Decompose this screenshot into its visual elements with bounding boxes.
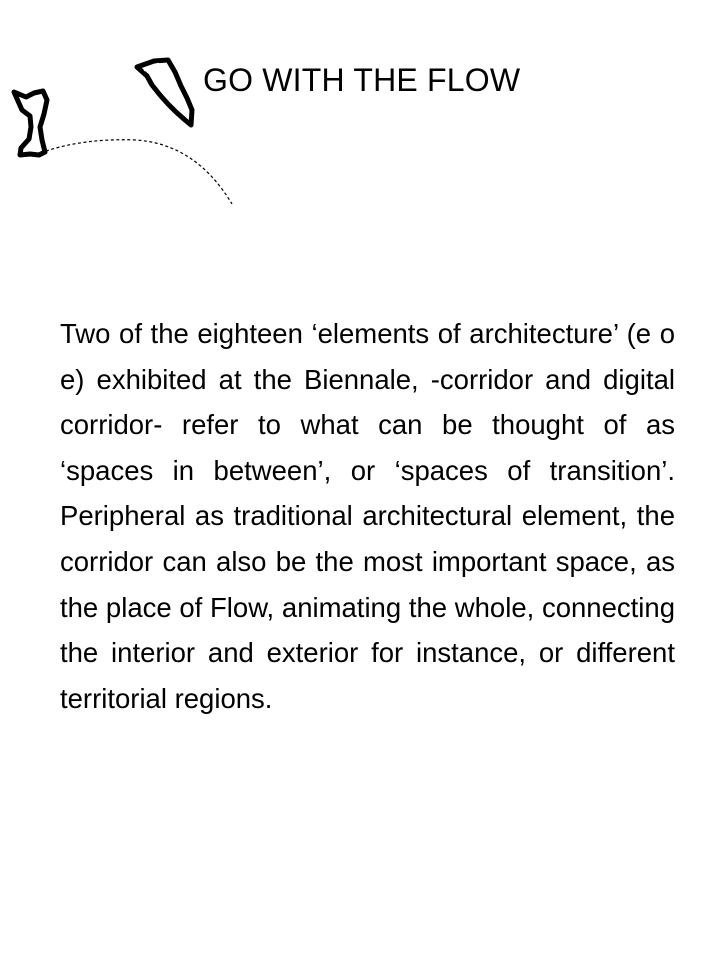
body-paragraph: Two of the eighteen ‘elements of architecture’ (e o e) exhibited at the Biennale, -corridor and digital corridor- refer to what can be thought of as ‘spaces in between’, or ‘spaces of transition’. Peripheral as traditional architectural element, the corridor can also be the most important space, as the place of Flow, animating the whole, connecting the interior and exterior for instance, or different territorial regions. [60, 318, 675, 714]
flow-path-icon [46, 140, 232, 204]
page-title: GO WITH THE FLOW [203, 62, 521, 98]
footprint-icon-left [14, 91, 47, 155]
footprint-icon-right [137, 60, 192, 125]
decorative-graphic [0, 0, 720, 240]
